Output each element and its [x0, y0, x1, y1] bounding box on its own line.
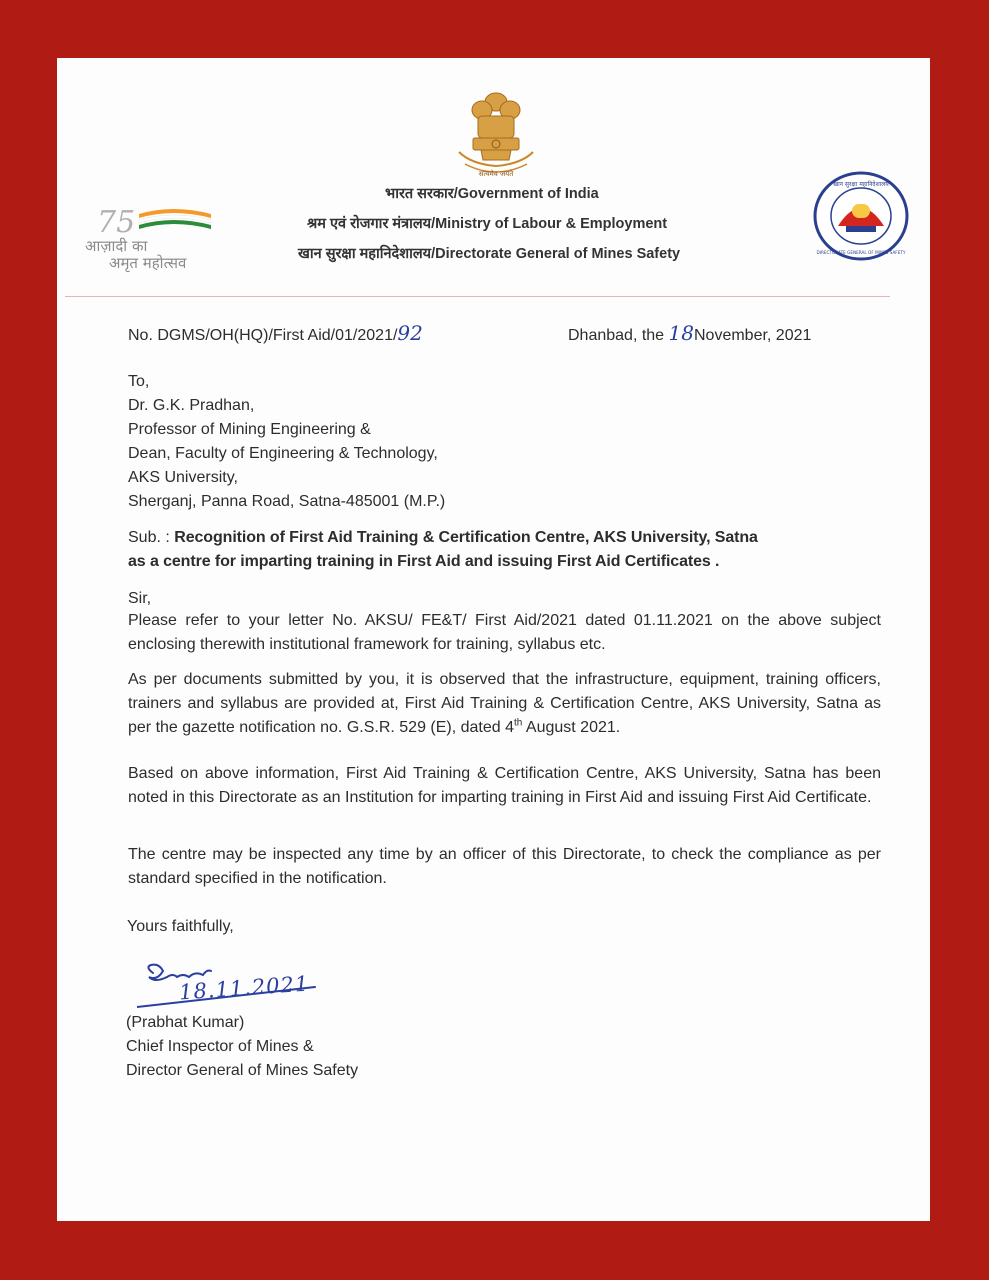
paragraph-2-text-end: August 2021. [522, 719, 621, 736]
header-line-directorate: खान सुरक्षा महानिदेशालय/Directorate General of Mines Safety [298, 246, 681, 262]
paragraph-2 [128, 668, 881, 740]
place-date-suffix: November, 2021 [693, 327, 812, 344]
seal-bottom-text: DIRECTORATE GENERAL OF MINES SAFETY [816, 250, 906, 255]
header-line-government: भारत सरकार/Government of India [385, 186, 599, 202]
logo-text-azadi: आज़ादी का [85, 237, 148, 255]
signatory-title: Director General of Mines Safety [126, 1062, 359, 1079]
signatory-title: Chief Inspector of Mines & [126, 1038, 314, 1055]
emblem-motto: सत्यमेव जयते [478, 170, 514, 178]
date-handwritten: 18 [668, 321, 694, 345]
to-label: To, [128, 373, 150, 390]
subject-line-1: Recognition of First Aid Training & Certification Centre, AKS University, Satna [174, 529, 758, 546]
header-line-ministry: श्रम एवं रोजगार मंत्रालय/Ministry of Labour & Employment [307, 216, 668, 232]
paragraph-3: Based on above information, First Aid Training & Certification Centre, AKS University, Satna has been noted in this Directorate as an Institution for imparting training in First Aid and issuing First Aid Certificate. [128, 765, 881, 806]
dgms-seal-icon [812, 170, 910, 262]
signatory-block [126, 1011, 358, 1083]
place-and-date [568, 321, 811, 348]
subject [128, 526, 888, 574]
header-divider [65, 296, 890, 297]
paragraph-4: The centre may be inspected any time by an officer of this Directorate, to check the compliance as per standard specified in the notification. [128, 846, 881, 887]
addressee-line: Sherganj, Panna Road, Satna-485001 (M.P.) [128, 493, 446, 510]
salutation: Sir, [128, 590, 152, 607]
subject-line-2: as a centre for imparting training in First Aid and issuing First Aid Certificates . [128, 553, 720, 570]
addressee-line: Dean, Faculty of Engineering & Technology, [128, 445, 438, 462]
subject-label: Sub. : [128, 529, 175, 546]
seal-top-text: खान सुरक्षा महानिदेशालय [833, 181, 889, 188]
azadi-ka-amrit-mahotsav-logo [83, 202, 233, 272]
reference-number-handwritten: 92 [397, 321, 423, 345]
letter-page [57, 58, 930, 1221]
national-emblem-icon [451, 88, 541, 180]
signature-date: 18.11.2021 [178, 971, 310, 1005]
paragraph-2-text: As per documents submitted by you, it is observed that the infrastructure, equipment, training officers, trainers and syllabus are provided at, First Aid Training & Certification Centre, AKS University, Satna as per the gazette notification no. G.S.R. 529 (E), dated 4 [128, 671, 881, 736]
addressee-line: AKS University, [128, 469, 238, 486]
addressee-line: Professor of Mining Engineering & [128, 421, 371, 438]
paragraph-1: Please refer to your letter No. AKSU/ FE&T/ First Aid/2021 dated 01.11.2021 on the above subject enclosing therewith institutional framework for training, syllabus etc. [128, 612, 881, 653]
paragraph-2-superscript: th [514, 717, 523, 729]
addressee-block [128, 394, 445, 514]
addressee-line: Dr. G.K. Pradhan, [128, 397, 255, 414]
reference-number-text: No. DGMS/OH(HQ)/First Aid/01/2021/ [128, 327, 398, 344]
place-date-prefix: Dhanbad, the [568, 327, 669, 344]
reference-number [128, 321, 423, 348]
closing: Yours faithfully, [127, 918, 234, 935]
signatory-name: (Prabhat Kumar) [126, 1014, 245, 1031]
logo-text-amrit: अमृत महोत्सव [109, 254, 187, 272]
logo-number: 75 [97, 205, 136, 240]
